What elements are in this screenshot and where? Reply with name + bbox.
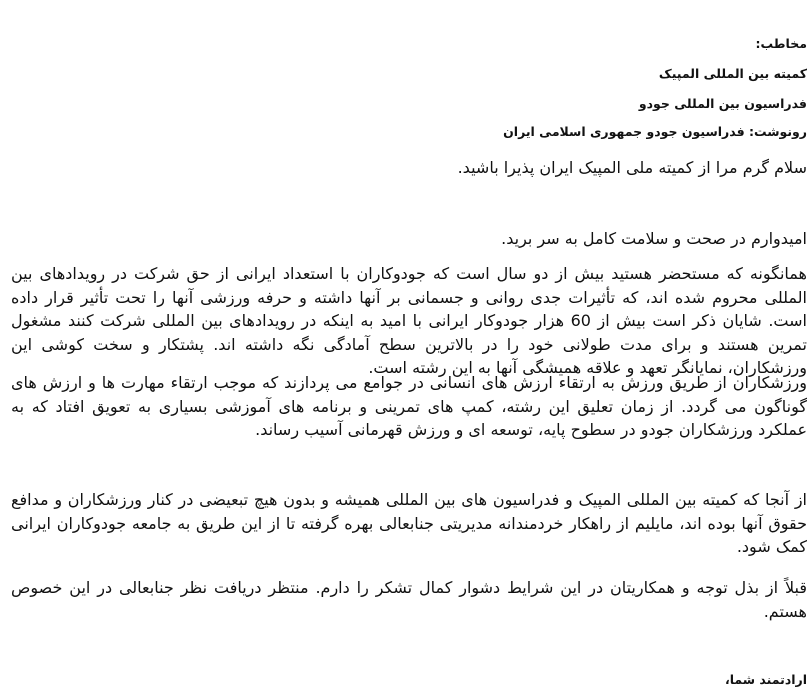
closing-signature: ارادتمند شما، (724, 672, 807, 687)
addressee-ijf: فدراسیون بین المللی جودو (638, 96, 807, 111)
addressee-label: مخاطب: (755, 36, 807, 51)
cc-line: رونوشت: فدراسیون جودو جمهوری اسلامی ایران (503, 124, 807, 139)
addressee-ioc: کمیته بین المللی المپیک (658, 66, 807, 81)
paragraph-values: ورزشکاران از طریق ورزش به ارتقاء ارزش های انسانی در جوامع می پردازند که موجب ارتقاء مهارت ها و ارزش های گوناگون می گردد. از زمان تعلیق این رشته، کمپ های تمرینی و برنامه های آموزشی بسیاری به تعویق افتاد که به عملکرد ورزشکاران جودو در سطوح پایه، توسعه ای و ورزش قهرمانی آسیب رساند. (11, 373, 807, 439)
paragraph-request: از آنجا که کمیته بین المللی المپیک و فدراسیون های بین المللی همیشه و بدون هیچ تبعیضی در کنار ورزشکاران و مدافع حقوق آنها بوده اند، مایلیم از راهکار خردمندانه مدیریتی جنابعالی بهره گرفته تا از این طریق به جامعه جودوکاران ایرانی کمک شود. (11, 490, 807, 556)
wish-text: امیدوارم در صحت و سلامت کامل به سر برید. (501, 229, 807, 248)
greeting-text: سلام گرم مرا از کمیته ملی المپیک ایران پذیرا باشید. (457, 158, 807, 177)
paragraph-thanks: قبلاً از بذل توجه و همکاریتان در این شرایط دشوار کمال تشکر را دارم. منتظر دریافت نظر جنابعالی در این خصوص هستم. (11, 578, 807, 621)
paragraph-suspension: همانگونه که مستحضر هستید بیش از دو سال است که جودوکاران با استعداد ایرانی از حق شرکت در رویدادهای بین المللی محروم شده اند، که تأثیرات جدی روانی و جسمانی بر آنها داشته و حرفه ورزشی آنها را تحت تأثیر قرار داده است. شایان ذکر است بیش از 60 هزار جودوکار ایرانی با امید به اینکه در رویدادهای بین المللی شرکت کنند مشغول تمرین هستند و برای مدت طولانی خود را در بالاترین سطح آمادگی نگه داشته اند. پشتکار و سخت کوشی این ورزشکاران، نمایانگر تعهد و علاقه همیشگی آنها به این رشته است. (11, 264, 807, 377)
